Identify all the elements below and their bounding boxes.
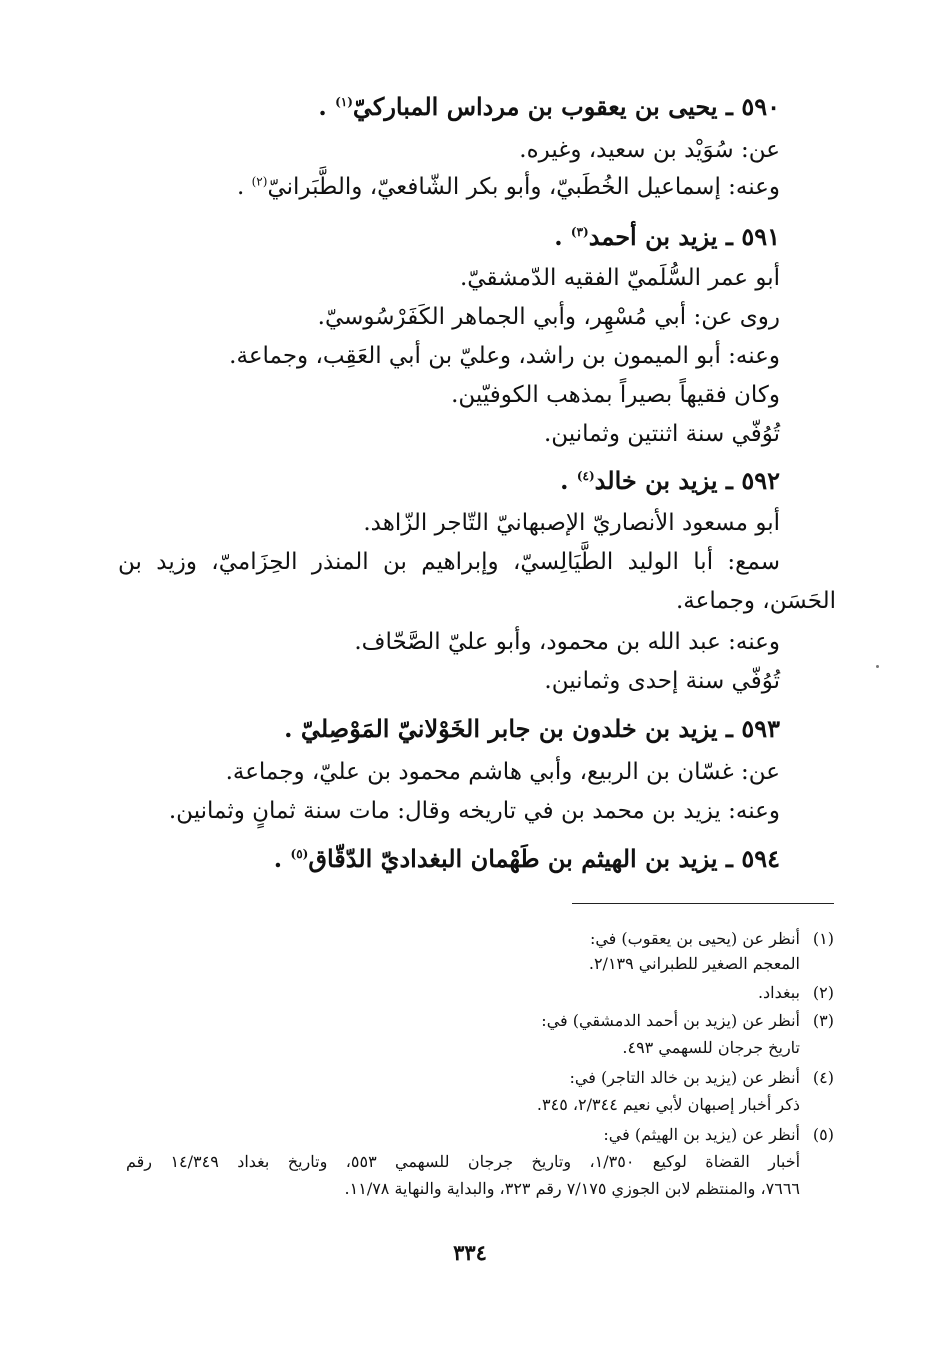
entry-592-heading: ٥٩٢ ـ يزيد بن خالد$^{(٤)}$ . bbox=[560, 466, 780, 495]
footnote-ref[interactable]: (٤) bbox=[576, 469, 595, 483]
entry-593-line: وعنه: يزيد بن محمد بن في تاريخه وقال: مات سنة ثمانٍ وثمانين. bbox=[168, 798, 780, 824]
entry-592-line: الحَسَن، وجماعة. bbox=[675, 588, 836, 614]
footnote-ref[interactable]: (٢) bbox=[251, 174, 268, 189]
footnote-5-body: ٧٦٦٦، والمنتظم لابن الجوزي ٧/١٧٥ رقم ٣٢٣، والبداية والنهاية ١١/٧٨. bbox=[344, 1179, 800, 1198]
entry-number: ٥٩٢ bbox=[741, 466, 780, 495]
footnote-2: (٢)ببغداد. bbox=[757, 983, 834, 1002]
entry-591-line: روى عن: أبي مُسْهِر، وأبي الجماهر الكَفَرْسُوسيّ. bbox=[317, 304, 780, 330]
footnote-1-body: المعجم الصغير للطبراني ٢/١٣٩. bbox=[588, 954, 800, 973]
footnote-ref[interactable]: (٥) bbox=[290, 847, 309, 861]
entry-title: يحيى بن يعقوب بن مرداس المباركيّ bbox=[352, 92, 718, 121]
footnote-3: (٣)أنظر عن (يزيد بن أحمد الدمشقي) في: bbox=[541, 1011, 834, 1030]
entry-594-heading: ٥٩٤ ـ يزيد بن الهيثم بن طَهْمان البغداديّ الدّقّاق$^{(٥)}$ . bbox=[273, 844, 780, 873]
scan-speck bbox=[876, 665, 879, 668]
entry-591-heading: ٥٩١ ـ يزيد بن أحمد$^{(٣)}$ . bbox=[554, 222, 780, 251]
entry-592-line: أبو مسعود الأنصاريّ الإصبهانيّ التّاجر الزّاهد. bbox=[363, 510, 780, 536]
footnote-number: (١) bbox=[812, 929, 834, 948]
footnote-4-body: ذكر أخبار إصبهان لأبي نعيم ٢/٣٤٤، ٣٤٥. bbox=[536, 1095, 800, 1114]
entry-592-line: سمع: أبا الوليد الطَّيَالِسيّ، وإبراهيم بن المنذر الحِزَاميّ، وزيد بن bbox=[118, 549, 780, 575]
page-number: ٣٣٤ bbox=[453, 1240, 487, 1265]
entry-593-heading: ٥٩٣ ـ يزيد بن خلدون بن جابر الخَوْلانيّ المَوْصِليّ . bbox=[284, 714, 780, 743]
footnote-4: (٤)أنظر عن (يزيد بن خالد التاجر) في: bbox=[569, 1068, 834, 1087]
footnote-number: (٢) bbox=[812, 983, 834, 1002]
entry-title: يزيد بن خلدون بن جابر الخَوْلانيّ المَوْصِليّ bbox=[300, 714, 718, 743]
entry-592-line: وعنه: عبد الله بن محمود، وأبو عليّ الصَّحّاف. bbox=[354, 629, 780, 655]
footnote-separator bbox=[572, 903, 834, 904]
entry-592-line: تُوُفّي سنة إحدى وثمانين. bbox=[544, 668, 780, 694]
entry-number: ٥٩٠ bbox=[741, 92, 780, 121]
entry-590-heading: ٥٩٠ ـ يحيى بن يعقوب بن مرداس المباركيّ$^{(١)}$ . bbox=[318, 92, 780, 121]
footnote-3-body: تاريخ جرجان للسهمي ٤٩٣. bbox=[622, 1038, 800, 1057]
footnote-number: (٥) bbox=[812, 1125, 834, 1144]
entry-number: ٥٩٣ bbox=[741, 714, 780, 743]
entry-591-line: وعنه: أبو الميمون بن راشد، وعليّ بن أبي العَقِب، وجماعة. bbox=[229, 343, 780, 369]
entry-number: ٥٩٤ bbox=[741, 844, 780, 873]
footnote-number: (٤) bbox=[812, 1068, 834, 1087]
footnote-ref[interactable]: (١) bbox=[335, 95, 353, 109]
entry-591-line: وكان فقيهاً بصيراً بمذهب الكوفيّين. bbox=[451, 382, 780, 408]
entry-590-line: عن: سُوَيْد بن سعيد، وغيره. bbox=[519, 137, 780, 163]
footnote-number: (٣) bbox=[812, 1011, 834, 1030]
entry-591-line: أبو عمر السُّلَميّ الفقيه الدّمشقيّ. bbox=[460, 265, 780, 291]
entry-title: يزيد بن الهيثم بن طَهْمان البغداديّ الدّقّاق bbox=[308, 844, 718, 873]
footnote-5-body: أخبار القضاة لوكيع ١/٣٥٠، وتاريخ جرجان للسهمي ٥٥٣، وتاريخ بغداد ١٤/٣٤٩ رقم bbox=[126, 1152, 801, 1171]
footnote-1: (١)أنظر عن (يحيى بن يعقوب) في: bbox=[589, 929, 834, 948]
entry-593-line: عن: غسّان بن الربيع، وأبي هاشم محمود بن عليّ، وجماعة. bbox=[225, 759, 780, 785]
entry-591-line: تُوُفّي سنة اثنتين وثمانين. bbox=[543, 421, 780, 447]
entry-title: يزيد بن أحمد bbox=[588, 222, 718, 251]
entry-number: ٥٩١ bbox=[741, 222, 780, 251]
footnote-5: (٥)أنظر عن (يزيد بن الهيثم) في: bbox=[603, 1125, 834, 1144]
entry-title: يزيد بن خالد bbox=[594, 466, 718, 495]
entry-590-line: وعنه: إسماعيل الخُطَبيّ، وأبو بكر الشّافعيّ، والطَّبَرانيّ$^{(٢)}$ . bbox=[236, 174, 780, 200]
footnote-ref[interactable]: (٣) bbox=[570, 225, 589, 239]
